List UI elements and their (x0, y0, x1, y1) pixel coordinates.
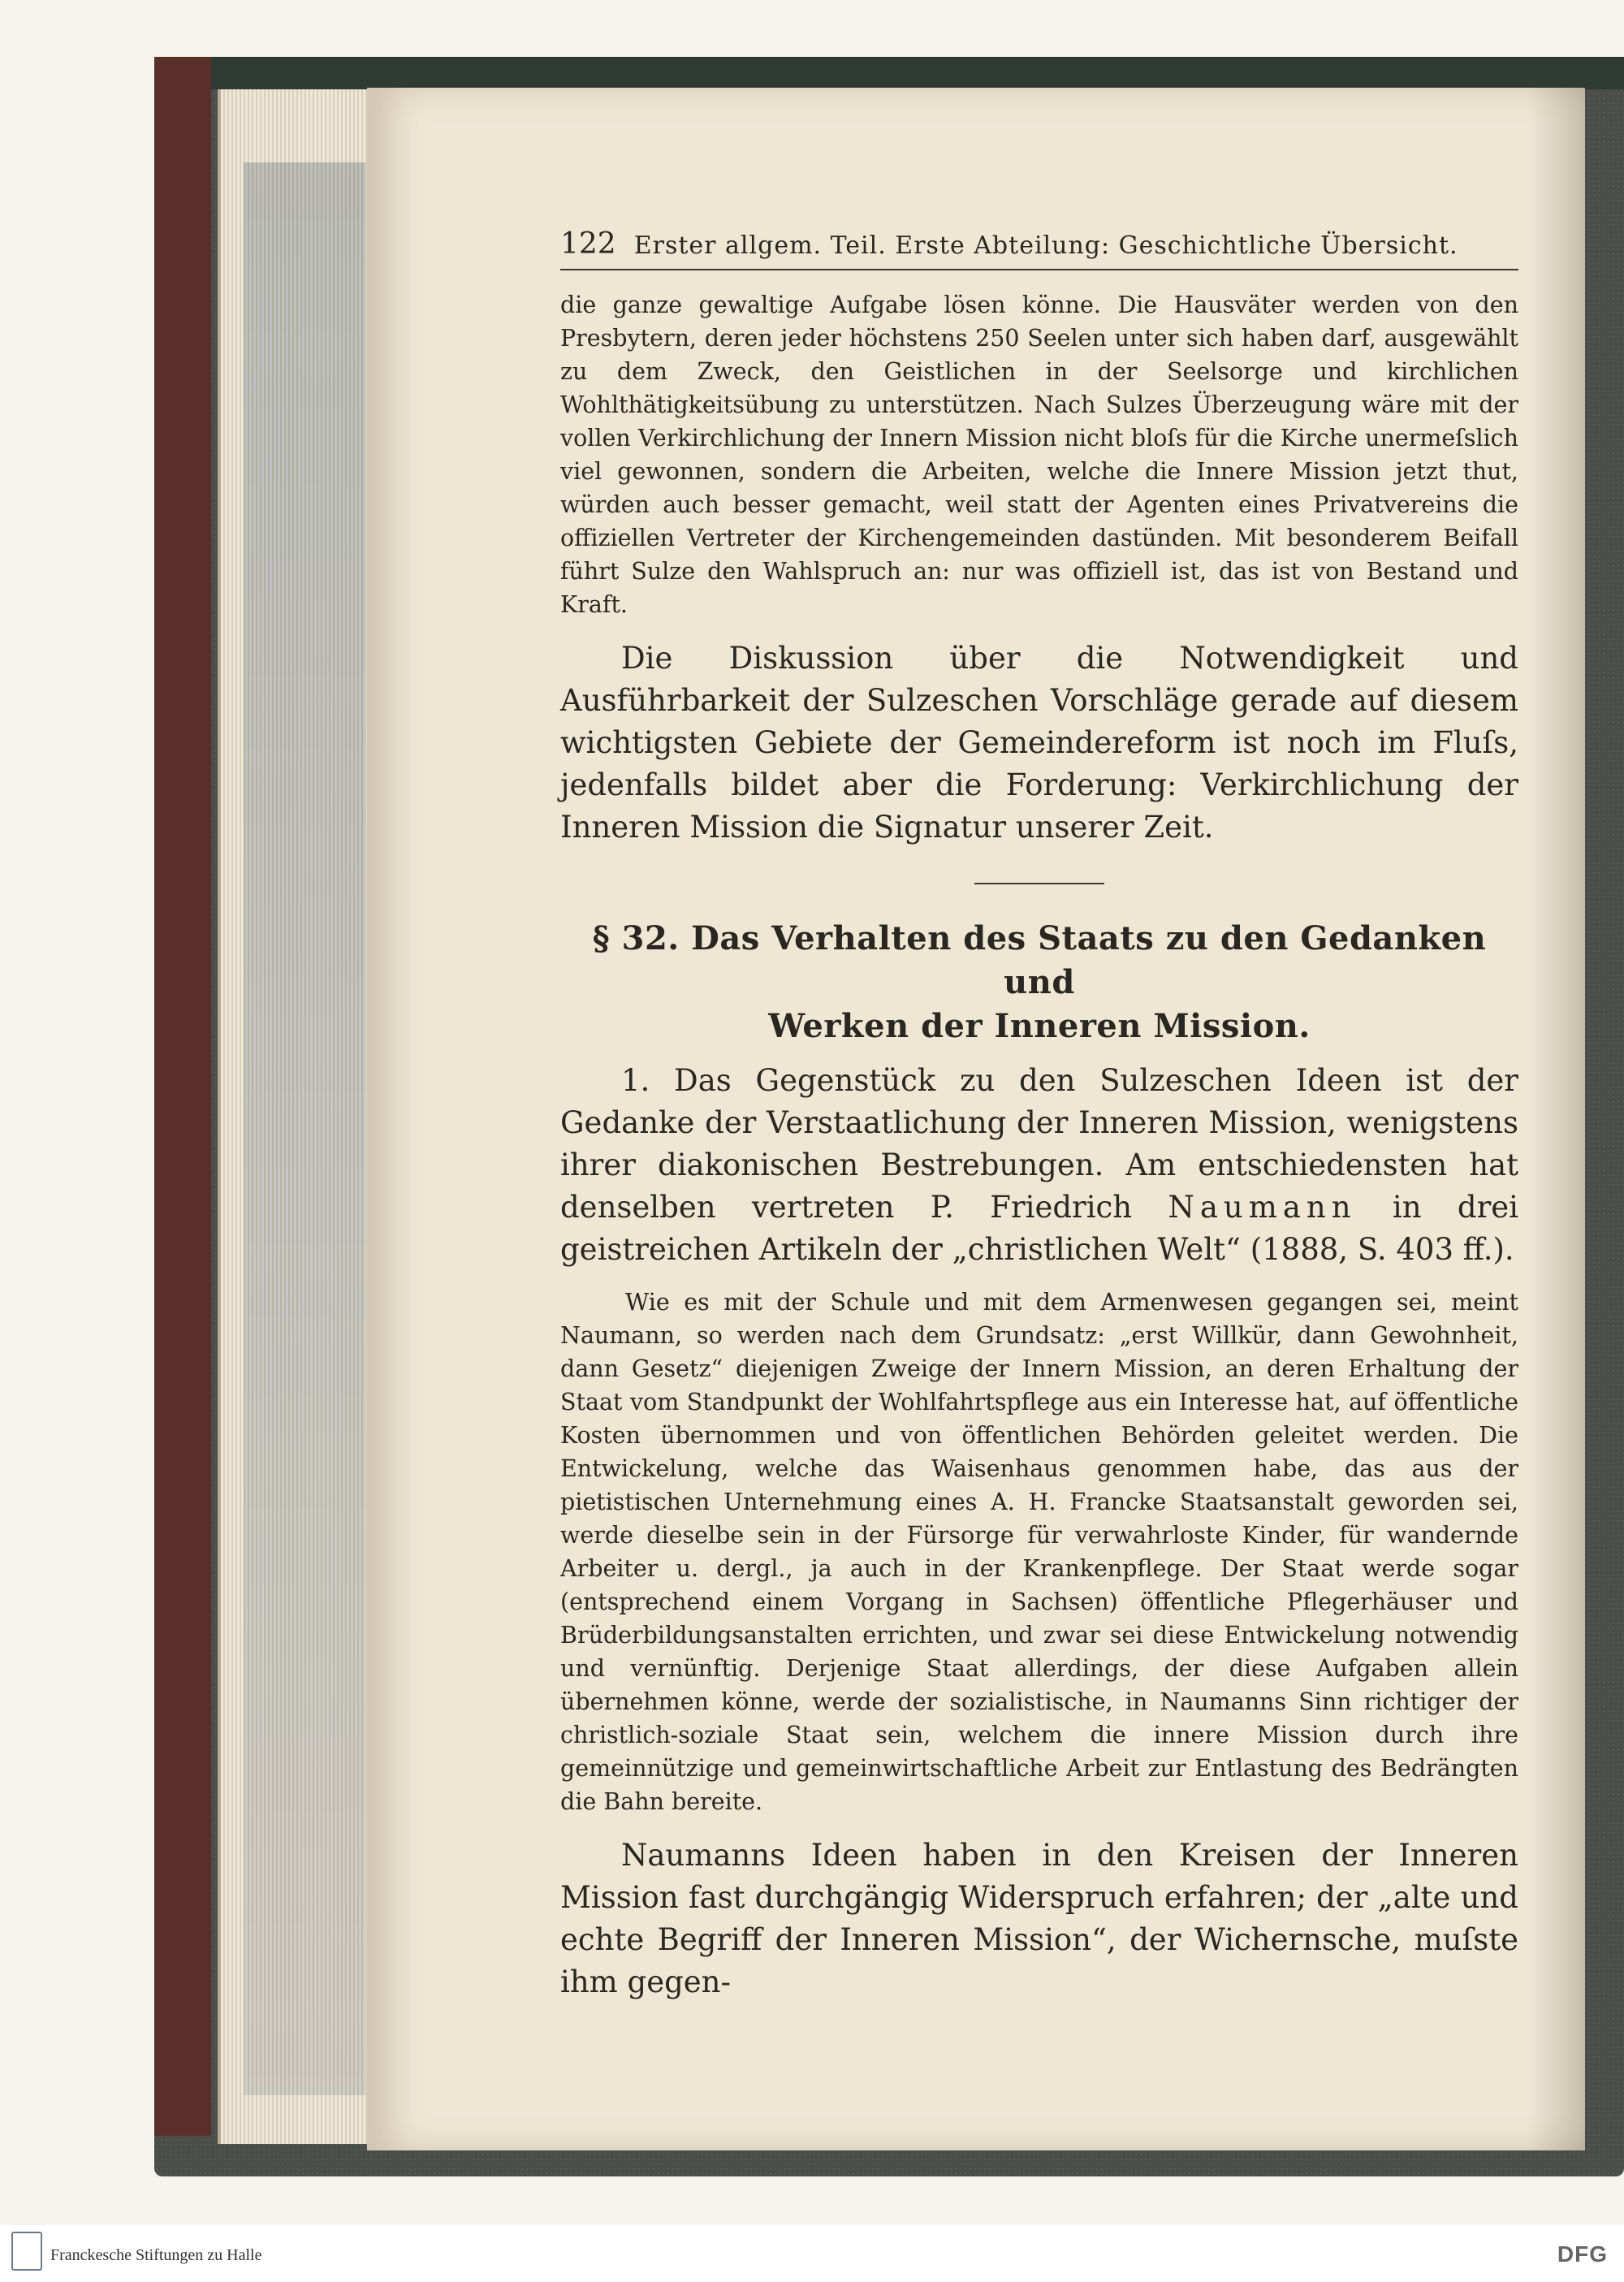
institution-logo-icon (11, 2232, 42, 2271)
paragraph-1-before: 1. Das Gegenstück zu den Sulzeschen Ideen ist der Gedanke der Verstaatlichung der Inneren Mission, wenigstens ihrer diakonischen Bestrebungen. Am entschiedensten hat denselben vertreten P. Friedrich (560, 1063, 1518, 1225)
spine-show-through (244, 162, 365, 2095)
final-paragraph: Naumanns Ideen haben in den Kreisen der Inneren Mission fast durchgängig Widerspruch erfahren; der „alte und echte Begriff der Inneren Mission“, der Wichernsche, muſste ihm gegen- (560, 1838, 1518, 1999)
spacer (560, 1271, 1518, 1286)
section-heading (560, 917, 1518, 1048)
page-text (560, 227, 1518, 2003)
footer-dfg-logo: DFG (1557, 2241, 1608, 2267)
discussion-paragraph: Die Diskussion über die Notwendigkeit und Ausführbarkeit der Sulzeschen Vorschläge gerade auf diesem wichtigsten Gebiete der Gemeindereform ist noch im Fluſs, jedenfalls bildet aber die Forderung: Verkirchlichung der Inneren Mission die Signatur unserer Zeit. (560, 641, 1518, 845)
paragraph-1 (560, 1060, 1518, 1271)
page-number: 122 (560, 227, 616, 261)
section-heading-line1: § 32. Das Verhalten des Staats zu den Gedanken und (592, 919, 1487, 1001)
paragraph-1-after: in drei geistreichen Artikeln der „christlichen Welt“ (1888, S. 403 ff.). (560, 1190, 1519, 1267)
author-name: Naumann (1168, 1190, 1357, 1225)
footer-institution: Franckesche Stiftungen zu Halle (50, 2246, 262, 2264)
discussion-block (560, 637, 1518, 849)
cover-top-edge (171, 57, 1624, 89)
running-header (560, 227, 1518, 270)
book-spine (154, 57, 211, 2136)
intro-paragraph: die ganze gewaltige Aufgabe lösen könne. Die Hausväter werden von den Presbytern, deren jeder höchstens 250 Seelen unter sich haben darf, ausgewählt zu dem Zweck, den Geistlichen in der Seelsorge und kirchlichen Wohlthätigkeitsübung zu unterstützen. Nach Sulzes Überzeugung wäre mit der vollen Verkirchlichung der Innern Mission nicht bloſs für die Kirche unermeſslich viel gewonnen, sondern die Arbeiten, welche die Innere Mission jetzt thut, würden auch besser gemacht, weil statt der Agenten eines Privatvereins die offiziellen Vertreter der Kirchengemeinden dastünden. Mit besonderem Beifall führt Sulze den Wahlspruch an: nur was offiziell ist, das ist von Bestand und Kraft. (560, 292, 1518, 618)
intro-small-block (560, 288, 1518, 621)
section-heading-line2: Werken der Inneren Mission. (768, 1007, 1311, 1045)
quote-block (560, 1286, 1518, 1818)
quote-paragraph: Wie es mit der Schule und mit dem Armenwesen gegangen sei, meint Naumann, so werden nach dem Grundsatz: „erst Willkür, dann Gewohnheit, dann Gesetz“ diejenigen Zweige der Innern Mission, an deren Erhaltung der Staat vom Standpunkt der Wohlfahrtspflege aus ein Interesse hat, auf öffentliche Kosten übernommen und von öffentlichen Behörden geleitet werden. Die Entwickelung, welche das Waisenhaus genommen habe, das aus der pietistischen Unternehmung eines A. H. Francke Staatsanstalt geworden sei, werde dieselbe sein in der Fürsorge für verwahrloste Kinder, für wandernde Arbeiter u. dergl., ja auch in der Krankenpflege. Der Staat werde sogar (entsprechend einem Vorgang in Sachsen) öffentliche Pflegerhäuser und Brüderbildungsanstalten errichten, und zwar sei diese Entwickelung notwendig und vernünftig. Derjenige Staat allerdings, der diese Aufgaben allein übernehmen könne, werde der sozialistische, in Naumanns Sinn richtiger der christlich-soziale Staat sein, welchem die innere Mission durch ihre gemeinnützige und gemeinwirtschaftliche Arbeit zur Entlastung des Bedrängten die Bahn bereite. (560, 1289, 1518, 1815)
page-shadow (1528, 88, 1585, 2150)
final-block (560, 1835, 1518, 2003)
paragraph-1-block (560, 1060, 1518, 1271)
separator-rule (974, 883, 1104, 884)
running-title: Erster allgem. Teil. Erste Abteilung: Geschichtliche Übersicht. (633, 231, 1458, 260)
